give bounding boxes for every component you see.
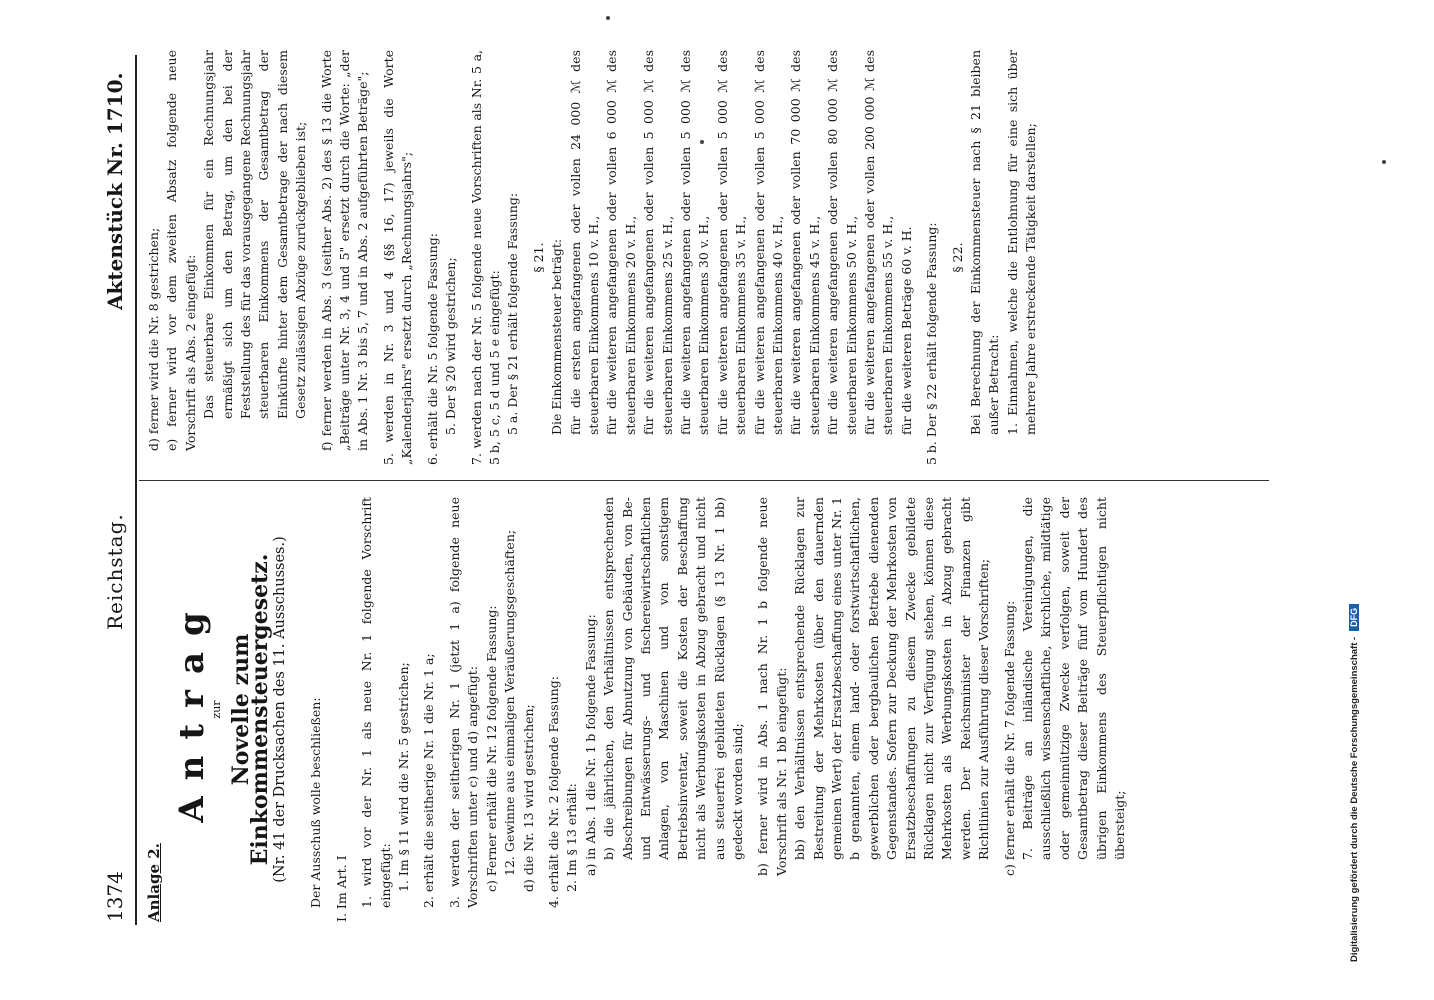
paragraph: 5. werden in Nr. 3 und 4 (§§ 16, 17) jeweils die Worte „Kalenderjahrs" ersetzt durch „Rechnungsjahrs";	[380, 50, 415, 465]
column-divider	[139, 480, 1269, 481]
zur-label: zur	[209, 700, 223, 719]
right-column	[145, 50, 1041, 465]
tax-rate-line: für die weiteren angefangenen oder vollen 5 000 ℳ des steuerbaren Einkommens 35 v. H.,	[714, 50, 749, 435]
paragraph: 6. erhält die Nr. 5 folgende Fassung:	[424, 233, 440, 465]
tax-rate-line: für die weiteren angefangenen oder vollen 5 000 ℳ des steuerbaren Einkommens 25 v. H.,	[641, 50, 675, 435]
paragraph: d) die Nr. 13 wird gestrichen;	[520, 704, 536, 892]
section-heading: § 22.	[949, 242, 965, 273]
paragraph: 4. erhält die Nr. 2 folgende Fassung:	[545, 676, 561, 908]
tax-rate-line: für die weiteren angefangenen oder vollen 5 000 ℳ des steuerbaren Einkommens 30 v. H.,	[677, 50, 712, 435]
page-number: 1374	[103, 871, 127, 922]
paragraph: c) ferner erhält die Nr. 7 folgende Fassung:	[1001, 600, 1017, 876]
tax-rate-line: für die ersten angefangenen oder vollen 24 000 ℳ des steuerbaren Einkommens 10 v. H.,	[567, 50, 601, 435]
paragraph: b) ferner wird in Abs. 1 nach Nr. 1 b folgende neue Vorschrift als Nr. 1 bb eingefügt:	[755, 497, 789, 876]
scan-speck	[1382, 160, 1386, 164]
paragraph: Der Ausschuß wolle beschließen:	[308, 697, 324, 908]
paragraph: 7. werden nach der Nr. 5 folgende neue Vorschriften als Nr. 5 a, 5 b, 5 c, 5 d und 5 e eingefügt:	[468, 50, 502, 465]
paragraph: Das steuerbare Einkommen für ein Rechnungsjahr ermäßigt sich um den Betrag, um den bei der Feststellung des für das vorausgegangene Rechnungsjahr steuerbaren Einkommens der Gesamtbetrag der Einkünfte hinter dem Gesamtbetrage der nach diesem Gesetz zulässigen Abzüge zurückgeblieben ist;	[201, 50, 309, 419]
paragraph: I. Im Art. I	[333, 855, 349, 922]
scan-speck	[700, 140, 704, 144]
paragraph: 5. Der § 20 wird gestrichen;	[443, 257, 459, 435]
paragraph: 1. Im § 11 wird die Nr. 5 gestrichen;	[396, 662, 412, 892]
paragraph: e) ferner wird vor dem zweiten Absatz folgende neue Vorschrift als Abs. 2 eingefügt:	[164, 50, 198, 451]
paragraph: 5 b. Der § 22 erhält folgende Fassung:	[924, 222, 940, 465]
paragraph: Bei Berechnung der Einkommensteuer nach § 21 bleiben außer Betracht:	[968, 50, 1002, 435]
paragraph: 1. wird vor der Nr. 1 als neue Nr. 1 folgende Vorschrift eingefügt:	[359, 497, 393, 908]
paragraph: 1. Einnahmen, welche die Entlohnung für eine sich über mehrere Jahre erstreckende Tätigkeit darstellen;	[1004, 50, 1039, 435]
scan-speck	[606, 16, 610, 20]
paragraph: f) ferner werden in Abs. 3 (seither Abs. 2) des § 13 die Worte „Beiträge unter Nr. 3, 4 und 5" ersetzt durch die Worte: „der in Abs. 1 Nr. 3 bis 5, 7 und in Abs. 2 aufgeführten Beträge";	[318, 50, 371, 451]
tax-rate-line: für die weiteren angefangenen oder vollen 80 000 ℳ des steuerbaren Einkommens 50 v. H.,	[825, 50, 859, 435]
tax-rate-line: für die weiteren angefangenen oder vollen 70 000 ℳ des steuerbaren Einkommens 45 v. H.,	[788, 50, 822, 435]
paragraph: d) ferner wird die Nr. 8 gestrichen;	[146, 227, 161, 451]
law-subtitle: (Nr. 41 der Drucksachen des 11. Ausschusses.)	[272, 536, 289, 883]
law-title: Novelle zum Einkommensteuergesetz.	[228, 553, 273, 866]
title-block	[172, 497, 289, 922]
paragraph: 2. erhält die seitherige Nr. 1 die Nr. 1 a;	[421, 653, 437, 908]
section-heading: § 21.	[530, 242, 546, 273]
header-rule	[135, 55, 137, 925]
header-reichstag: Reichstag.	[103, 513, 127, 630]
header-aktenstueck: Aktenstück Nr. 1710.	[103, 72, 127, 310]
left-column	[145, 497, 1130, 922]
tax-rate-line: für die weiteren angefangenen oder vollen 5 000 ℳ des steuerbaren Einkommens 40 v. H.,	[751, 50, 785, 435]
paragraph: 3. werden der seitherigen Nr. 1 (jetzt 1 a) folgende neue Vorschriften unter c) und d) angefügt:	[446, 497, 481, 908]
tax-rate-line: für die weiteren angefangenen oder vollen 200 000 ℳ des steuerbaren Einkommens 55 v. H.,	[862, 50, 896, 435]
paragraph: c) Ferner erhält die Nr. 12 folgende Fassung:	[483, 605, 499, 892]
digitization-note: Digitalisierung gefördert durch die Deutsche Forschungsgemeinschaft -	[1349, 636, 1360, 962]
anlage-label: Anlage 2.	[145, 843, 163, 922]
tax-rate-line: für die weiteren Beträge 60 v. H.	[898, 226, 914, 435]
digitization-stamp	[1349, 62, 1360, 962]
paragraph: 7. Beiträge an inländische Vereinigungen, die ausschließlich wissenschaftliche, kirchliche, mildtätige oder gemeinnützige Zwecke verfolgen, soweit der Gesamtbetrag dieser Beiträge fünf vom Hundert des übrigen Einkommens des Steuerpflichtigen nicht übersteigt;	[1020, 497, 1128, 860]
tax-rate-line: für die weiteren angefangenen oder vollen 6 000 ℳ des steuerbaren Einkommens 20 v. H.,	[604, 50, 638, 435]
document-page	[47, 30, 1387, 970]
paragraph: a) in Abs. 1 die Nr. 1 b folgende Fassung:	[582, 614, 598, 876]
dfg-logo: DFG	[1349, 604, 1359, 631]
paragraph: 2. Im § 13 erhält:	[564, 783, 580, 892]
antrag-heading: Antrag	[172, 596, 213, 823]
paragraph: bb) den Verhältnissen entsprechende Rücklagen zur Bestreitung der Mehrkosten (über den dauernden gemeinen Wert) der Ersatzbeschaffung eines unter Nr. 1 b genannten, einem land- oder forstwirtschaftlichen, gewerblichen oder bergbaulichen Betriebe dienenden Gegenstandes. Sofern zur Deckung der Mehrkosten von Ersatzbeschaffungen zu diesem Zwecke gebildete Rücklagen nicht zur Verfügung stehen, können diese Mehrkosten als Werbungskosten in Abzug gebracht werden. Der Reichsminister der Finanzen gibt Richtlinien zur Ausführung dieser Vorschriften;	[792, 497, 992, 860]
paragraph: b) die jährlichen, den Verhältnissen entsprechenden Abschreibungen für Abnutzung von Gebäuden, von Be- und Entwässerungs- und fischereiwirtschaftlichen Anlagen, von Maschinen und von sonstigem Betriebsinventar, soweit die Kosten der Beschaffung nicht als Werbungskosten in Abzug gebracht und nicht aus steuerfrei gebildeten Rücklagen (§ 13 Nr. 1 bb) gedeckt worden sind;	[601, 497, 745, 860]
paragraph: 5 a. Der § 21 erhält folgende Fassung:	[505, 192, 521, 435]
paragraph: 12. Gewinne aus einmaligen Veräußerungsgeschäften;	[502, 529, 518, 876]
paragraph: Die Einkommensteuer beträgt:	[549, 238, 565, 435]
